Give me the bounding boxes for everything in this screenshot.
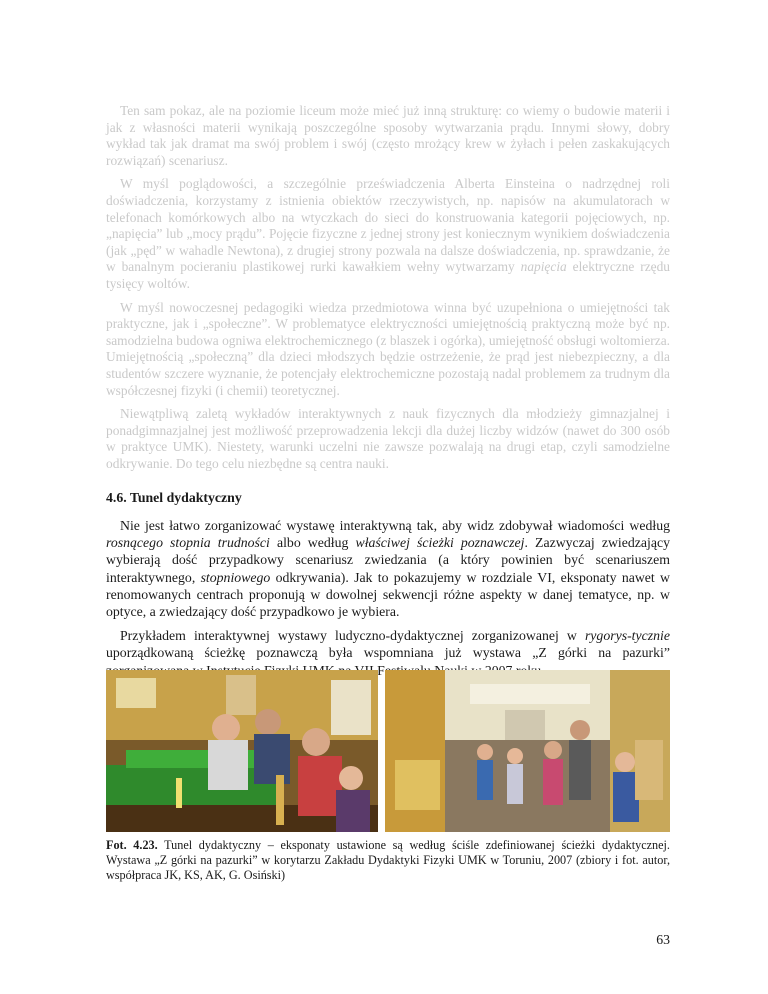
- faded-paragraph: [106, 103, 670, 169]
- section-body: [106, 517, 670, 686]
- paragraph-text: Ten sam pokaz, ale na poziomie liceum może mieć już inną strukturę: co wiemy o budowie materii i jak z własności materii wynikają poszczególne sposoby wytwarzania prądu. Innymi słowy, dobry wykład tak jak dramat ma swój problem i swój (często mrożący krew w żyłach i pełen zaskakujących rozwiązań) scenariusz.: [106, 103, 670, 168]
- paragraph-text: Przykładem interaktywnej wystawy ludyczno-dydaktycznej zorganizowanej w: [120, 628, 585, 644]
- caption-text: Tunel dydaktyczny – eksponaty ustawione są według ściśle zdefiniowanej ścieżki dydaktycznej. Wystawa „Z górki na pazurki” w korytarzu Zakładu Dydaktyki Fizyki UMK w Toruniu, 2007 (zbiory i fot. autor, współpraca JK, KS, AK, G. Osiński): [106, 838, 670, 882]
- exhibition-photo-left: [106, 670, 378, 832]
- emphasized-text: rosnącego stopnia trudności: [106, 535, 270, 551]
- faded-paragraph: [106, 300, 670, 400]
- paragraph-text: . Zazwyczaj zwiedzający wybierają dość przypadkowy scenariusz zwiedzania (a który powinien być scenariuszem interaktywnego,: [106, 535, 671, 585]
- caption-label: Fot. 4.23.: [106, 838, 158, 852]
- emphasized-text: rygorys-tycznie: [584, 628, 670, 644]
- paragraph-text: Niewątpliwą zaletą wykładów interaktywnych z nauk fizycznych dla młodzieży gimnazjalnej i ponadgimnazjalnej jest możliwość przeprowadzenia lekcji dla dużej liczby widzów (nawet do 300 osób w praktyce UMK). Niestety, warunki uczelni nie zawsze pozwalają na drugi etap, czyli samodzielne odkrywanie. Do tego celu niezbędne są centra nauki.: [106, 406, 670, 471]
- emphasized-text: napięcia: [520, 259, 567, 275]
- paragraph-text: Nie jest łatwo zorganizować wystawę interaktywną tak, aby widz zdobywał wiadomości według: [120, 518, 670, 533]
- paragraph-text: W myśl poglądowości, a szczególnie przeświadczenia Alberta Einsteina o nadrzędnej roli doświadczenia, korzystamy z istnienia obiektów rzeczywistych, np. napisów na akumulatorach w telefonach komórkowych albo na wtyczkach do sieci do konstruowania kategorii pojęciowych, np. „napięcia” lub „mocy prądu”. Pojęcie fizyczne z jednej strony jest koniecznym wynikiem doświadczenia (jak „pęd” w wahadle Newtona), z drugiej strony pozwala na dalsze doświadczenia, np. sprawdzanie, że w banalnym pocieraniu plastikowej rurki kawałkiem wełny wytwarzamy: [106, 176, 670, 275]
- paragraph-text: uporządkowaną ścieżkę poznawczą była wspomniana już wystawa „Z górki na pazurki”: [106, 645, 670, 661]
- faded-paragraph: [106, 406, 670, 472]
- photo-caption: [106, 838, 670, 883]
- page-number: 63: [656, 932, 670, 947]
- exhibition-photo-right: [385, 670, 670, 832]
- emphasized-text: stopniowego: [200, 569, 271, 585]
- paragraph-text: W myśl nowoczesnej pedagogiki wiedza przedmiotowa winna być uzupełniona o umiejętności tak praktyczne, jak i „społeczne”. W problematyce elektryczności umiejętnością praktyczną może być np. samodzielna budowa ogniwa elektrochemicznego (z blaszek i ogórka), umiejętność obsługi woltomierza. Umiejętnością „społeczną” dla dzieci młodszych będzie ostrzeżenie, że prąd jest niebezpieczny, a dla studentów szczere wyznanie, że potencjały elektrochemiczne pozostają nadal problemem za trudnym dla współczesnej fizyki (i chemii) teoretycznej.: [106, 299, 670, 398]
- emphasized-text: właściwej ścieżki poznawczej: [355, 535, 525, 551]
- paragraph-text: odkrywania). Jak to pokazujemy w rozdziale VI, eksponaty nawet w renomowanych centrach proponują w dowolnej sekwencji różne aspekty w danej tematyce, np. w optyce, a zwiedzający dość przypadkowo je wybiera.: [106, 569, 671, 620]
- faded-paragraph: [106, 176, 670, 292]
- photo-row: [106, 670, 670, 832]
- paragraph-text: albo według: [269, 535, 356, 551]
- faded-previous-text: [106, 103, 670, 479]
- paragraph-text: elektryczne rzędu tysięcy woltów.: [106, 259, 670, 291]
- section-heading: 4.6. Tunel dydaktyczny: [106, 490, 242, 505]
- body-paragraph: [106, 517, 670, 620]
